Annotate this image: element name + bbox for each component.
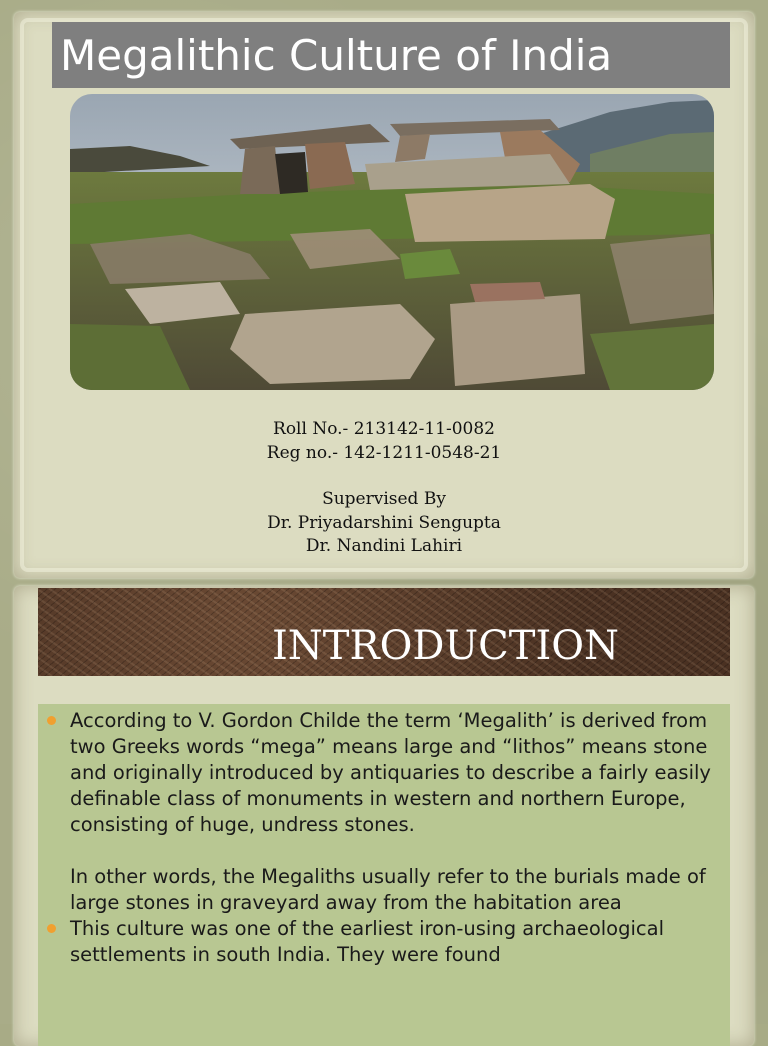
bullet-list bbox=[38, 708, 730, 968]
title-bar bbox=[52, 22, 730, 88]
title-slide bbox=[14, 12, 754, 578]
bullet-paragraph: This culture was one of the earliest iron-using archaeological settlements in south India. They were found bbox=[70, 917, 664, 966]
bullet-paragraph: According to V. Gordon Childe the term ‘Megalith’ is derived from two Greeks words “mega” means large and “lithos” means stone and originally introduced by antiquaries to describe a fairly easily definable class of monuments in western and northern Europe, consisting of huge, undress stones. bbox=[70, 709, 711, 836]
dolmen-photo bbox=[70, 94, 714, 390]
roll-number: Roll No.- 213142-11-0082 bbox=[273, 419, 495, 439]
intro-heading-band bbox=[38, 588, 730, 676]
bullet-item bbox=[38, 916, 730, 968]
content-box bbox=[38, 704, 730, 1046]
bullet-item bbox=[38, 708, 730, 916]
slide-title: Megalithic Culture of India bbox=[60, 31, 613, 80]
paragraph-gap bbox=[70, 838, 720, 864]
bullet-dot-icon bbox=[47, 924, 56, 933]
spacer bbox=[14, 465, 754, 488]
bullet-paragraph: In other words, the Megaliths usually refer to the burials made of large stones in graveyard away from the habitation area bbox=[70, 865, 706, 914]
supervised-label: Supervised By bbox=[322, 489, 446, 509]
supervisor-1: Dr. Priyadarshini Sengupta bbox=[267, 512, 501, 533]
bullet-dot-icon bbox=[47, 716, 56, 725]
dolmen-photo-icon bbox=[70, 94, 714, 390]
introduction-slide bbox=[14, 586, 754, 1046]
supervisor-2: Dr. Nandini Lahiri bbox=[305, 536, 463, 556]
reg-number: Reg no.- 142-1211-0548-21 bbox=[266, 442, 502, 463]
intro-heading: INTRODUCTION bbox=[272, 623, 620, 669]
author-info bbox=[14, 418, 754, 559]
